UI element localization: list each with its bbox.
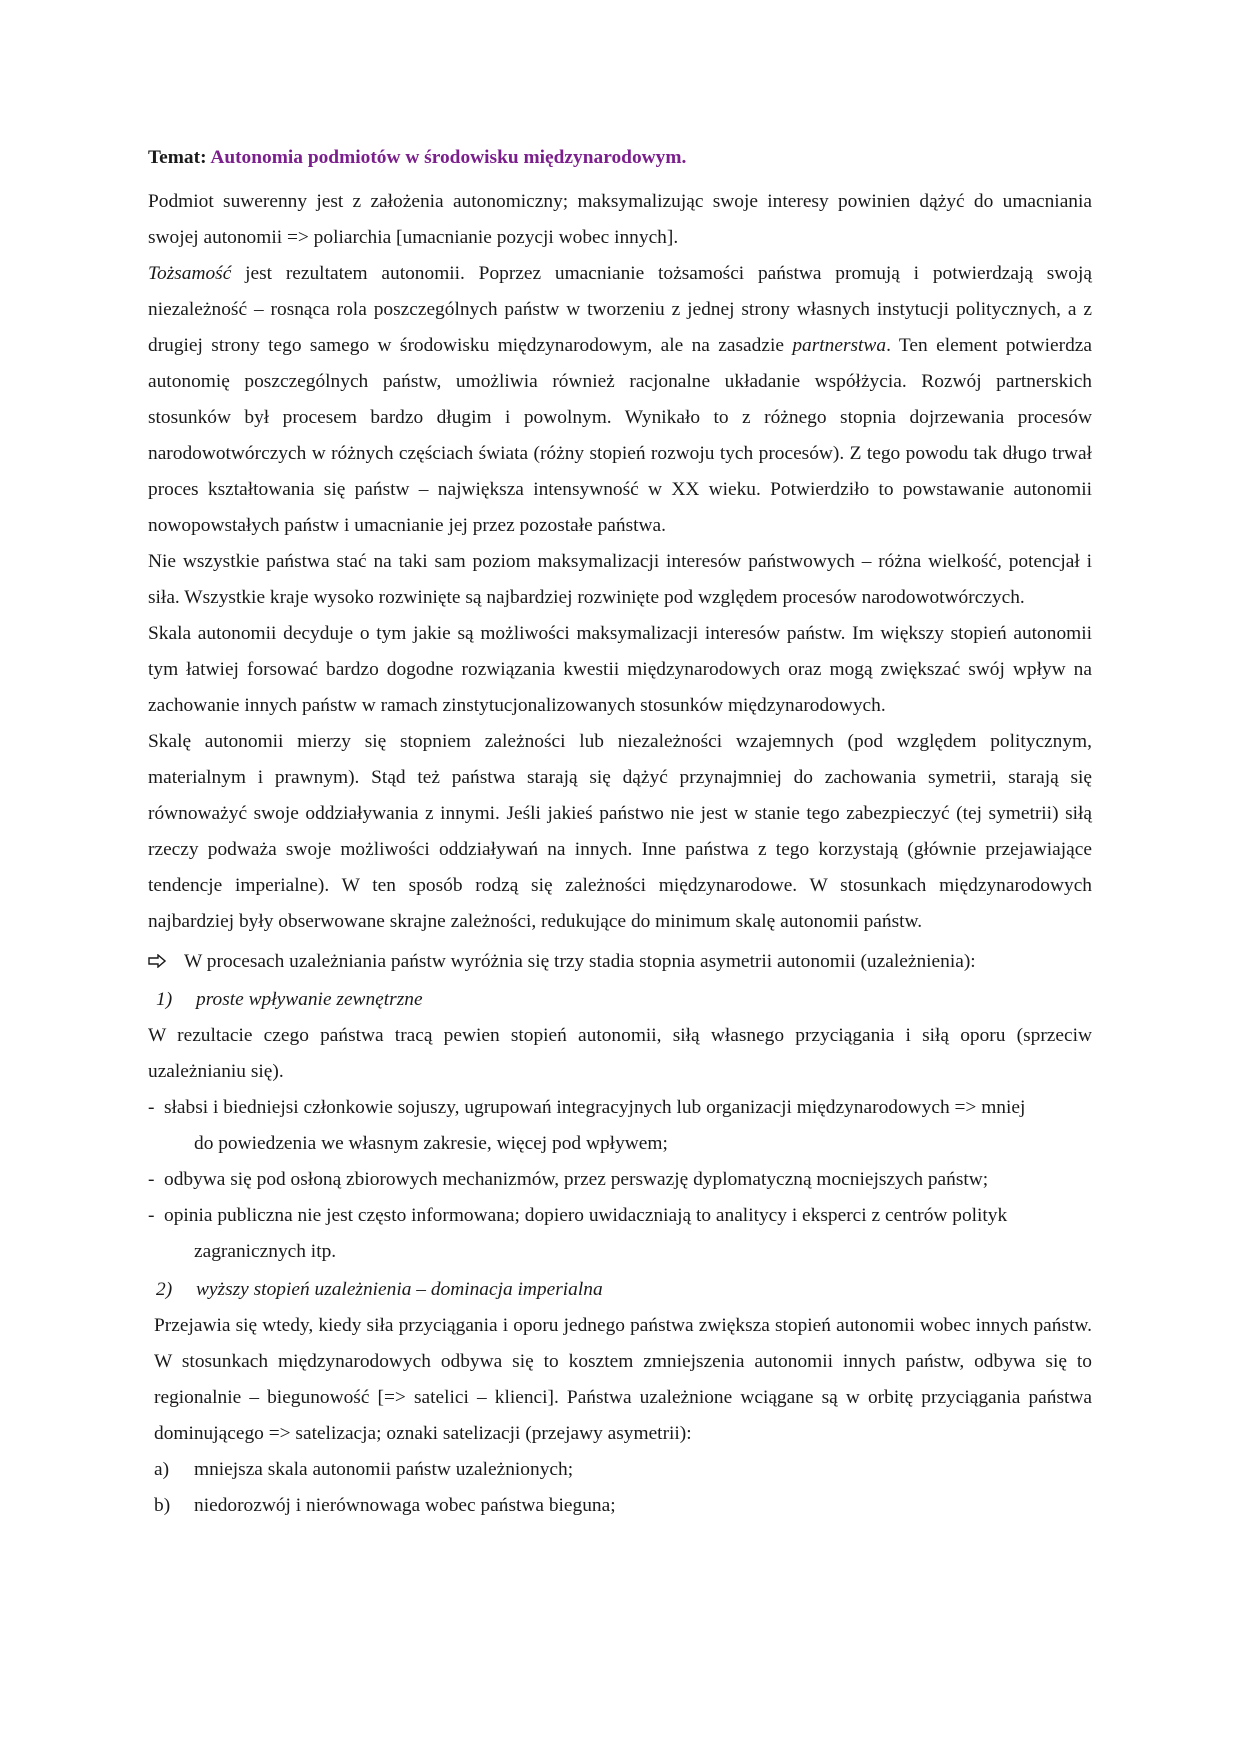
letter-list-item (148, 1452, 1092, 1488)
dash-list-item (148, 1198, 1092, 1270)
letter-item-text: mniejsza skala autonomii państw uzależnionych; (194, 1459, 574, 1480)
dash-item-text: słabsi i biedniejsi członkowie sojuszy, ugrupowań integracyjnych lub organizacji międzynarodowych => mniej (164, 1097, 1026, 1118)
stage-2-heading (156, 1272, 1092, 1308)
arrow-list-item (148, 944, 1092, 980)
paragraph-2-part-a: jest rezultatem autonomii. Poprzez umacnianie tożsamości państwa promują i potwierdzają swoją niezależność – rosnąca rola poszczególnych państw w tworzeniu z jednej strony własnych instytucji politycznych, a z drugiej strony tego samego w środowisku międzynarodowym, ale na zasadzie (148, 263, 1092, 356)
paragraph-2-part-b: . Ten element potwierdza autonomię poszczególnych państw, umożliwia również racjonalne układanie współżycia. Rozwój partnerskich stosunków był procesem bardzo długim i powolnym. Wynikało to z różnego stopnia dojrzewania procesów narodowotwórczych w różnych częściach świata (różny stopień rozwoju tych procesów). Z tego powodu tak długo trwał proces kształtowania się państw – największa intensywność w XX wieku. Potwierdziło to powstawanie autonomii nowopowstałych państw i umacnianie jej przez pozostałe państwa. (148, 335, 1092, 536)
dash-list-item (148, 1162, 1092, 1198)
title-label: Temat: (148, 147, 207, 168)
dash-item-continuation: zagranicznych itp. (194, 1241, 337, 1262)
stage-2-title: wyższy stopień uzależnienia – dominacja imperialna (196, 1279, 603, 1300)
document-body (148, 140, 1092, 1524)
dash-item-text: opinia publiczna nie jest często informowana; dopiero uwidaczniają to analitycy i eksperci z centrów polityk (164, 1205, 1008, 1226)
stage-1-number: 1) (156, 989, 173, 1010)
right-arrow-outline-icon (148, 944, 184, 980)
paragraph-1: Podmiot suwerenny jest z założenia autonomiczny; maksymalizując swoje interesy powinien dążyć do umacniania swojej autonomii => poliarchia [umacnianie pozycji wobec innych]. (148, 191, 1092, 248)
dash-item-text: odbywa się pod osłoną zbiorowych mechanizmów, przez perswazję dyplomatyczną mocniejszych państw; (164, 1169, 989, 1190)
letter-marker: a) (154, 1459, 170, 1480)
document-title (148, 140, 1092, 176)
title-topic: Autonomia podmiotów w środowisku międzynarodowym. (210, 147, 687, 168)
dash-marker: - (148, 1169, 155, 1190)
paragraph-2 (148, 256, 1092, 544)
dash-marker: - (148, 1205, 155, 1226)
paragraph-3: Nie wszystkie państwa stać na taki sam poziom maksymalizacji interesów państwowych – różna wielkość, potencjał i siła. Wszystkie kraje wysoko rozwinięte są najbardziej rozwinięte pod względem procesów narodowotwórczych. (148, 551, 1092, 608)
arrow-item-text: W procesach uzależniania państw wyróżnia się trzy stadia stopnia asymetrii autonomii (uzależnienia): (184, 951, 976, 972)
letter-marker: b) (154, 1495, 171, 1516)
stage-1-heading (156, 982, 1092, 1018)
stage-2-number: 2) (156, 1279, 173, 1300)
stage-1-text: W rezultacie czego państwa tracą pewien stopień autonomii, siłą własnego przyciągania i siłą oporu (sprzeciw uzależnianiu się). (148, 1025, 1092, 1082)
dash-item-continuation: do powiedzenia we własnym zakresie, więcej pod wpływem; (194, 1133, 668, 1154)
term-partnerstwa: partnerstwa (792, 335, 887, 356)
dash-marker: - (148, 1097, 155, 1118)
letter-item-text: niedorozwój i nierównowaga wobec państwa bieguna; (194, 1495, 616, 1516)
dash-list-item (148, 1090, 1092, 1162)
stage-2-text: Przejawia się wtedy, kiedy siła przyciągania i oporu jednego państwa zwiększa stopień autonomii wobec innych państw. W stosunkach międzynarodowych odbywa się to kosztem zmniejszenia autonomii innych państw, odbywa się to regionalnie – biegunowość [=> satelici – klienci]. Państwa uzależnione wciągane są w orbitę przyciągania państwa dominującego => satelizacja; oznaki satelizacji (przejawy asymetrii): (154, 1315, 1092, 1444)
paragraph-4: Skala autonomii decyduje o tym jakie są możliwości maksymalizacji interesów państw. Im większy stopień autonomii tym łatwiej forsować bardzo dogodne rozwiązania kwestii międzynarodowych oraz mogą zwiększać swój wpływ na zachowanie innych państw w ramach zinstytucjonalizowanych stosunków międzynarodowych. (148, 623, 1092, 716)
term-tozsamosc: Tożsamość (148, 263, 232, 284)
paragraph-5: Skalę autonomii mierzy się stopniem zależności lub niezależności wzajemnych (pod względem politycznym, materialnym i prawnym). Stąd też państwa starają się dążyć przynajmniej do zachowania symetrii, starają się równoważyć swoje oddziaływania z innymi. Jeśli jakieś państwo nie jest w stanie tego zabezpieczyć (tej symetrii) siłą rzeczy podważa swoje możliwości oddziaływań na innych. Inne państwa z tego korzystają (głównie przejawiające tendencje imperialne). W ten sposób rodzą się zależności międzynarodowe. W stosunkach międzynarodowych najbardziej były obserwowane skrajne zależności, redukujące do minimum skalę autonomii państw. (148, 731, 1092, 932)
stage-1-title: proste wpływanie zewnętrzne (196, 989, 423, 1010)
letter-list-item (148, 1488, 1092, 1524)
